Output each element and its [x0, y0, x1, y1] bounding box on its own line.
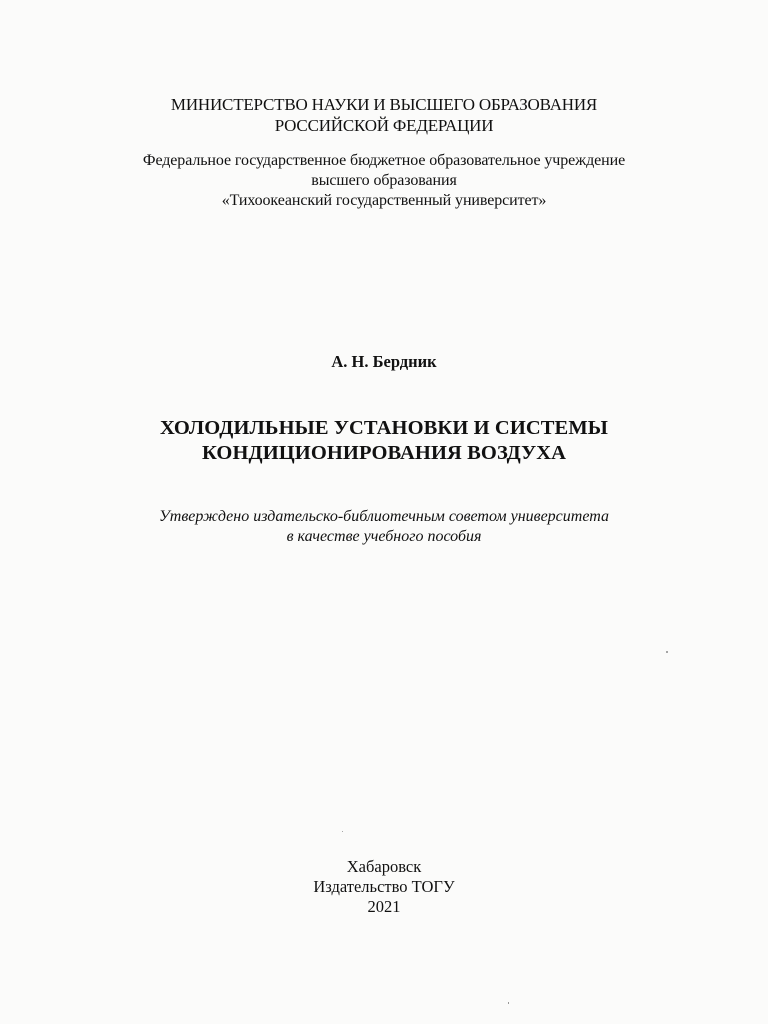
imprint-year: 2021 — [367, 897, 401, 916]
approval-line-1: Утверждено издательско-библиотечным советом университета — [159, 508, 609, 525]
scan-speck — [666, 651, 668, 653]
ministry-line-1: МИНИСТЕРСТВО НАУКИ И ВЫСШЕГО ОБРАЗОВАНИЯ — [170, 95, 598, 114]
ministry-line-2: РОССИЙСКОЙ ФЕДЕРАЦИИ — [274, 116, 494, 135]
imprint — [0, 857, 768, 917]
approval-note — [0, 507, 768, 547]
approval-line-2: в качестве учебного пособия — [286, 528, 482, 545]
imprint-city: Хабаровск — [346, 857, 422, 876]
author-name: А. Н. Бердник — [331, 352, 437, 371]
ministry-header — [0, 94, 768, 136]
scan-speck — [342, 831, 343, 832]
imprint-publisher: Издательство ТОГУ — [313, 877, 455, 896]
scan-speck — [508, 1002, 509, 1004]
institution-line-2: высшего образования — [311, 172, 457, 189]
title-line-2: КОНДИЦИОНИРОВАНИЯ ВОЗДУХА — [201, 442, 567, 464]
institution-header — [0, 151, 768, 211]
institution-line-1: Федеральное государственное бюджетное образовательное учреждение — [142, 152, 626, 169]
title-line-1: ХОЛОДИЛЬНЫЕ УСТАНОВКИ И СИСТЕМЫ — [160, 417, 608, 439]
document-title — [0, 416, 768, 466]
institution-line-3: «Тихоокеанский государственный университет» — [221, 192, 547, 209]
